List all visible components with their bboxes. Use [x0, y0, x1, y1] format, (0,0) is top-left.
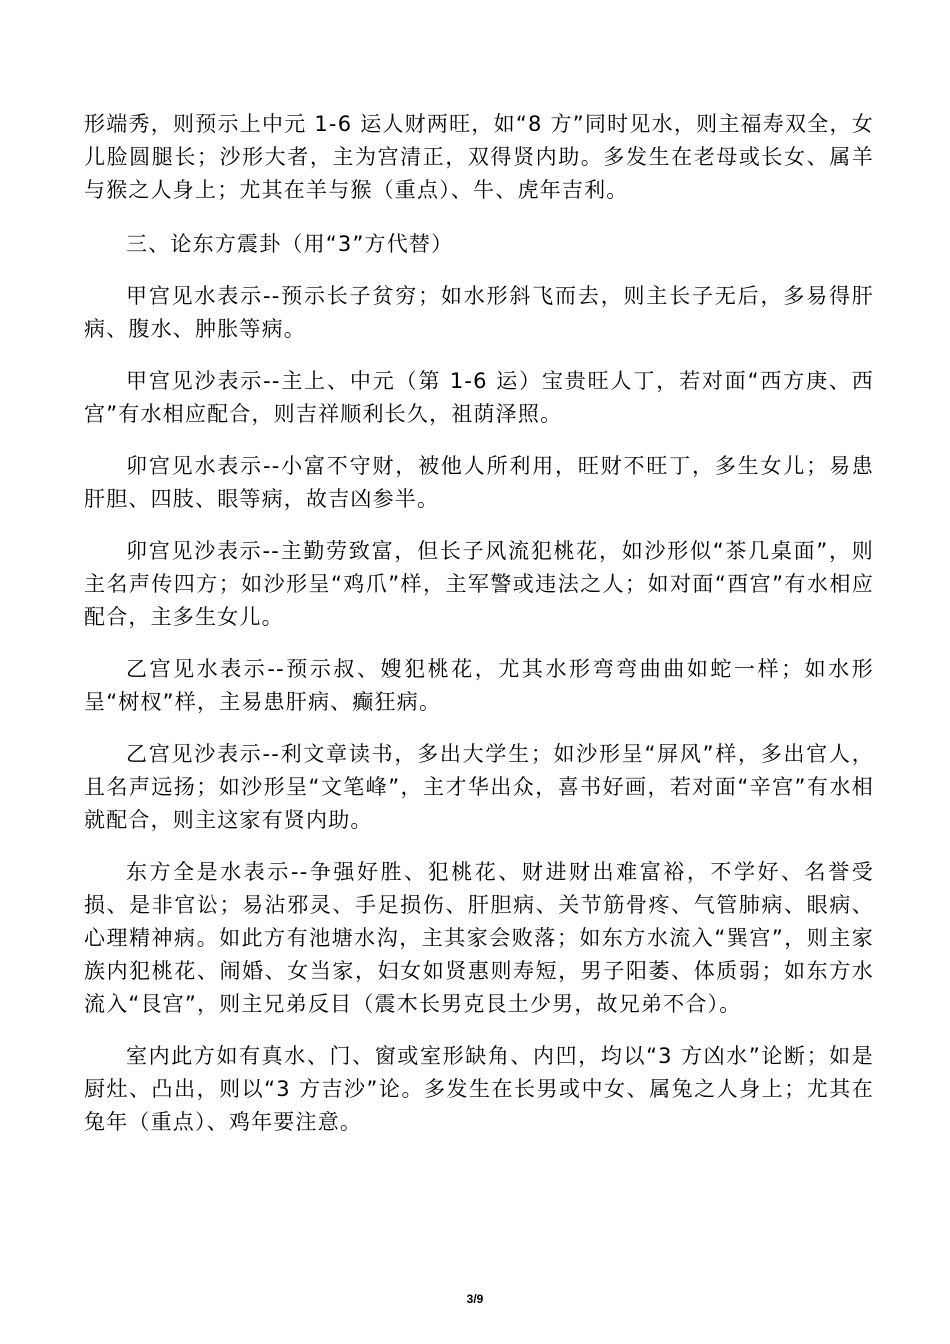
paragraph-jia-sand: 甲宫见沙表示--主上、中元（第 1-6 运）宝贵旺人丁，若对面“西方庚、西宫”有水相应配合，则吉祥顺利长久，祖荫泽照。	[84, 369, 874, 426]
paragraph-yi-sand: 乙宫见沙表示--利文章读书，多出大学生；如沙形呈“屏风”样，多出官人，且名声远扬；如沙形呈“文笔峰”，主才华出众，喜书好画，若对面“辛宫”有水相就配合，则主这家有贤内助。	[84, 742, 874, 832]
paragraph-mao-water: 卯宫见水表示--小富不守财，被他人所利用，旺财不旺丁，多生女儿；易患肝胆、四肢、眼等病，故吉凶参半。	[84, 454, 874, 511]
paragraph-mao-sand: 卯宫见沙表示--主勤劳致富，但长子风流犯桃花，如沙形似“茶几桌面”，则主名声传四方；如沙形呈“鸡爪”样，主军警或违法之人；如对面“酉宫”有水相应配合，主多生女儿。	[84, 539, 874, 629]
section-heading: 三、论东方震卦（用“3”方代替）	[126, 232, 454, 256]
paragraph-jia-water: 甲宫见水表示--预示长子贫穷；如水形斜飞而去，则主长子无后，多易得肝病、腹水、肿胀等病。	[84, 284, 874, 341]
page-body	[84, 108, 874, 1158]
paragraph-east-water: 东方全是水表示--争强好胜、犯桃花、财进财出难富裕，不学好、名誉受损、是非官讼；易沾邪灵、手足损伤、肝胆病、关节筋骨疼、气管肺病、眼病、心理精神病。如此方有池塘水沟，主其家会败落；如东方水流入“巽宫”，则主家族内犯桃花、闹婚、女当家，妇女如贤惠则寿短，男子阳萎、体质弱；如东方水流入“艮宫”，则主兄弟反目（震木长男克艮土少男，故兄弟不合）。	[84, 860, 874, 1016]
paragraph-yi-water: 乙宫见水表示--预示叔、嫂犯桃花，尤其水形弯弯曲曲如蛇一样；如水形呈“树杈”样，主易患肝病、癫狂病。	[84, 657, 874, 714]
paragraph-indoor: 室内此方如有真水、门、窗或室形缺角、内凹，均以“3 方凶水”论断；如是厨灶、凸出，则以“3 方吉沙”论。多发生在长男或中女、属兔之人身上；尤其在兔年（重点）、鸡年要注意。	[84, 1044, 874, 1134]
paragraph-continuation: 形端秀，则预示上中元 1-6 运人财两旺，如“8 方”同时见水，则主福寿双全，女儿脸圆腿长；沙形大者，主为宫清正，双得贤内助。多发生在老母或长女、属羊与猴之人身上；尤其在羊与猴（重点）、牛、虎年吉利。	[84, 112, 874, 202]
page-number: 3/9	[466, 1292, 484, 1306]
